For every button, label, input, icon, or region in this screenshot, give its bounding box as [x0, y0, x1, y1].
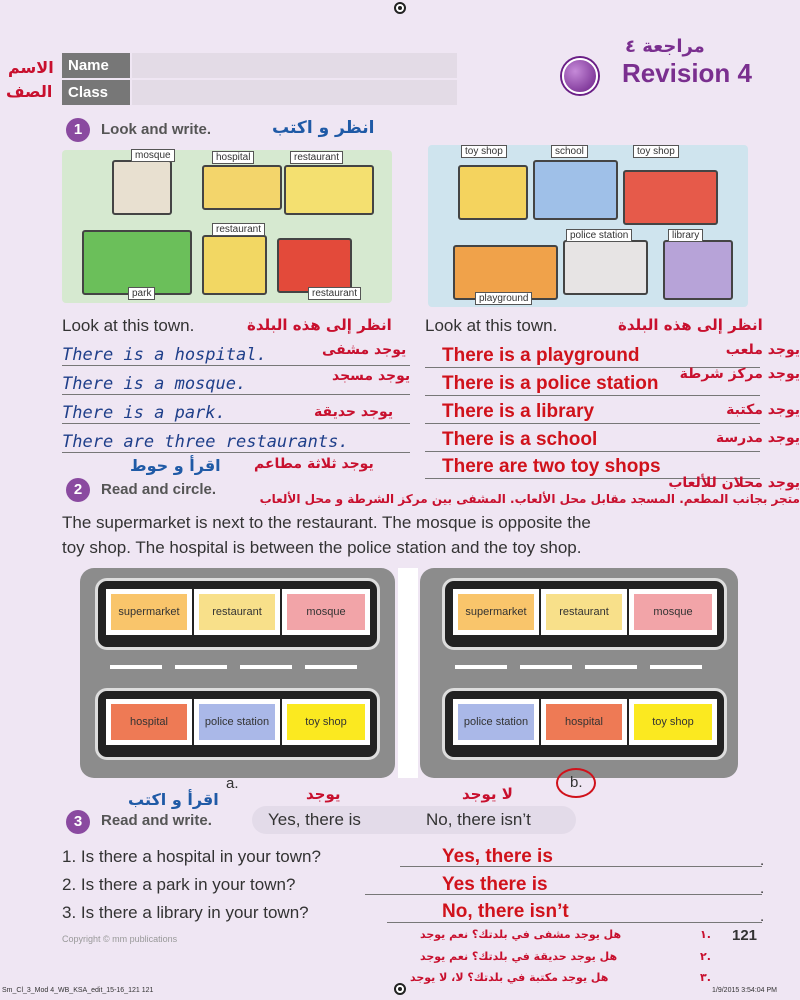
map-cell: hospital — [111, 704, 187, 740]
answer-arabic: يوجد محلان للألعاب — [668, 475, 800, 491]
option-label-b[interactable]: b. — [570, 774, 583, 791]
section-number: 1 — [66, 118, 90, 142]
street-map-b — [420, 568, 738, 778]
copyright-text: Copyright © mm publications — [62, 934, 178, 944]
prompt-text-arabic: انظر إلى هذه البلدة — [247, 316, 392, 334]
written-answer: There is a library — [442, 401, 595, 422]
written-answer: Yes there is — [442, 874, 548, 895]
class-label-arabic: الصف — [6, 82, 53, 101]
answer-arabic: يوجد مسجد — [332, 368, 411, 384]
section-title: Read and write. — [101, 812, 212, 829]
question-text: 2. Is there a park in your town? — [62, 875, 296, 894]
answer-arabic: يوجد ثلاثة مطاعم — [254, 456, 374, 472]
restaurant-building-icon — [202, 235, 267, 295]
name-label-arabic: الاسم — [8, 58, 54, 77]
option-yes: Yes, there is — [268, 810, 361, 829]
name-field[interactable] — [132, 53, 457, 78]
translation-number: ٢. — [700, 950, 711, 963]
answer-arabic: يوجد مشفى — [322, 342, 407, 358]
reading-text-line: toy shop. The hospital is between the police station and the toy shop. — [62, 538, 582, 557]
picture-label: school — [551, 145, 588, 158]
section-number: 3 — [66, 810, 90, 834]
option-no-arabic: لا يوجد — [462, 785, 513, 803]
question-text: 1. Is there a hospital in your town? — [62, 847, 321, 866]
picture-label: mosque — [131, 149, 175, 162]
written-answer: Yes, there is — [442, 846, 553, 867]
written-answer: There is a police station — [442, 373, 659, 394]
written-answer: There is a playground — [442, 345, 640, 366]
registration-mark-icon — [394, 2, 406, 14]
map-cell: mosque — [634, 594, 712, 630]
picture-label: library — [668, 229, 703, 242]
picture-label: hospital — [212, 151, 254, 164]
section-title-arabic: اقرأ و حوط — [130, 456, 221, 475]
toy-shop-building-icon — [458, 165, 528, 220]
map-divider — [398, 568, 418, 778]
map-cell: toy shop — [634, 704, 712, 740]
translation-number: ٣. — [700, 971, 711, 984]
page-number: 121 — [732, 927, 758, 944]
picture-label: restaurant — [212, 223, 265, 236]
written-answer: There is a school — [442, 429, 598, 450]
name-class-box — [62, 53, 457, 105]
street-map-a — [80, 568, 395, 778]
building-row-top — [95, 578, 380, 650]
class-field[interactable] — [132, 80, 457, 105]
answer-arabic: يوجد ملعب — [725, 342, 800, 358]
handwritten-answer: There is a park. — [62, 403, 226, 423]
answer-arabic: يوجد مركز شرطة — [679, 366, 800, 382]
name-label: Name — [62, 53, 130, 78]
map-cell: supermarket — [111, 594, 187, 630]
registration-mark-icon — [394, 983, 406, 995]
translation-arabic: هل يوجد حديقة في بلدتك؟ نعم يوجد — [420, 950, 618, 963]
building-row-bottom — [442, 688, 727, 760]
section-title: Read and circle. — [101, 481, 217, 498]
picture-label: toy shop — [461, 145, 507, 158]
restaurant-building-icon — [277, 238, 352, 293]
police-station-building-icon — [563, 240, 648, 295]
picture-label: police station — [566, 229, 632, 242]
section-title-arabic: اقرأ و اكتب — [128, 790, 219, 809]
map-cell: restaurant — [199, 594, 275, 630]
restaurant-building-icon — [284, 165, 374, 215]
word-box — [252, 806, 576, 834]
handwritten-answer: There is a hospital. — [62, 345, 267, 365]
translation-arabic: هل يوجد مكتبة في بلدتك؟ لا، لا يوجد — [410, 971, 609, 984]
park-area-icon — [82, 230, 192, 295]
map-cell: restaurant — [546, 594, 622, 630]
map-cell: hospital — [546, 704, 622, 740]
town-picture-b — [428, 145, 748, 307]
map-cell: supermarket — [458, 594, 534, 630]
option-yes-arabic: يوجد — [306, 785, 341, 803]
picture-label: toy shop — [633, 145, 679, 158]
class-label: Class — [62, 80, 130, 105]
prompt-text: Look at this town. — [425, 316, 558, 335]
section-number: 2 — [66, 478, 90, 502]
library-building-icon — [663, 240, 733, 300]
written-answer: No, there isn’t — [442, 901, 569, 922]
translation-number: ١. — [700, 928, 711, 941]
answer-arabic: يوجد مدرسة — [715, 430, 800, 446]
option-label-a[interactable]: a. — [226, 775, 239, 792]
hospital-building-icon — [202, 165, 282, 210]
toy-shop-building-icon — [623, 170, 718, 225]
map-cell: toy shop — [287, 704, 365, 740]
picture-label: playground — [475, 292, 532, 305]
revision-logo-icon — [562, 58, 598, 94]
building-row-top — [442, 578, 727, 650]
handwritten-answer: There are three restaurants. — [62, 432, 349, 452]
handwritten-answer: There is a mosque. — [62, 374, 247, 394]
section-title: Look and write. — [101, 121, 212, 138]
mosque-building-icon — [112, 160, 172, 215]
section-title-arabic: انظر و اكتب — [272, 118, 375, 138]
picture-label: park — [128, 287, 155, 300]
page-title: Revision 4 — [621, 58, 752, 88]
page-title-arabic: مراجعة ٤ — [625, 36, 705, 57]
prompt-text-arabic: انظر إلى هذه البلدة — [618, 316, 763, 334]
print-slug-right: 1/9/2015 3:54:04 PM — [712, 987, 777, 994]
school-building-icon — [533, 160, 618, 220]
print-slug-left: Sm_Cl_3_Mod 4_WB_KSA_edit_15-16_121 121 — [2, 987, 154, 994]
option-no: No, there isn’t — [426, 810, 531, 829]
reading-text-line: The supermarket is next to the restaurant. The mosque is opposite the — [62, 513, 591, 532]
question-text: 3. Is there a library in your town? — [62, 903, 309, 922]
map-cell: police station — [458, 704, 534, 740]
building-row-bottom — [95, 688, 380, 760]
written-answer: There are two toy shops — [442, 456, 661, 477]
prompt-text: Look at this town. — [62, 316, 195, 335]
picture-label: restaurant — [290, 151, 343, 164]
translation-arabic: متجر بجانب المطعم. المسجد مقابل محل الألعاب. المشفى بين مركز الشرطة و محل الألعاب — [259, 492, 800, 506]
answer-arabic: يوجد حديقة — [314, 404, 394, 420]
map-cell: mosque — [287, 594, 365, 630]
town-picture-a — [62, 150, 392, 303]
map-cell: police station — [199, 704, 275, 740]
answer-arabic: يوجد مكتبة — [726, 402, 800, 418]
translation-arabic: هل يوجد مشفى في بلدتك؟ نعم يوجد — [420, 928, 622, 941]
picture-label: restaurant — [308, 287, 361, 300]
